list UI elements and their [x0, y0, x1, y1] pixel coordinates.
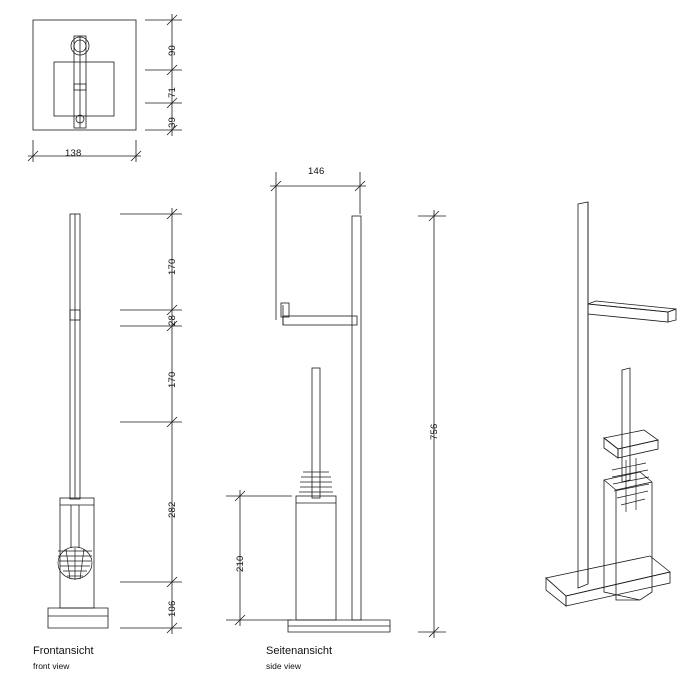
dim-label-top-width-138: 138: [65, 148, 82, 159]
front-view-caption-en: front view: [33, 661, 70, 671]
dim-label-side-height-756: 756: [429, 423, 440, 440]
side-view-geometry: [281, 216, 390, 632]
dim-label-top-39: 39: [167, 117, 178, 128]
front-view-brush-bristles: [58, 547, 92, 580]
top-view-geometry: [33, 20, 136, 130]
dim-label-front-170a: 170: [167, 258, 178, 275]
perspective-view-geometry: [546, 202, 676, 606]
front-view-caption-de: Frontansicht: [33, 645, 94, 657]
dim-label-front-282: 282: [167, 501, 178, 518]
side-view-caption-en: side view: [266, 661, 301, 671]
side-view-brush-bristles: [299, 472, 333, 492]
dim-label-top-71: 71: [167, 87, 178, 98]
dim-label-side-brush-210: 210: [235, 555, 246, 572]
dim-label-front-170b: 170: [167, 371, 178, 388]
dim-label-front-28: 28: [167, 315, 178, 326]
perspective-view-brush-bristles: [612, 458, 649, 512]
dim-label-top-90: 90: [167, 45, 178, 56]
dim-top-width-138: [28, 140, 141, 162]
dim-label-side-width-146: 146: [308, 166, 325, 177]
side-view-caption-de: Seitenansicht: [266, 645, 333, 657]
dim-label-front-106: 106: [167, 600, 178, 617]
